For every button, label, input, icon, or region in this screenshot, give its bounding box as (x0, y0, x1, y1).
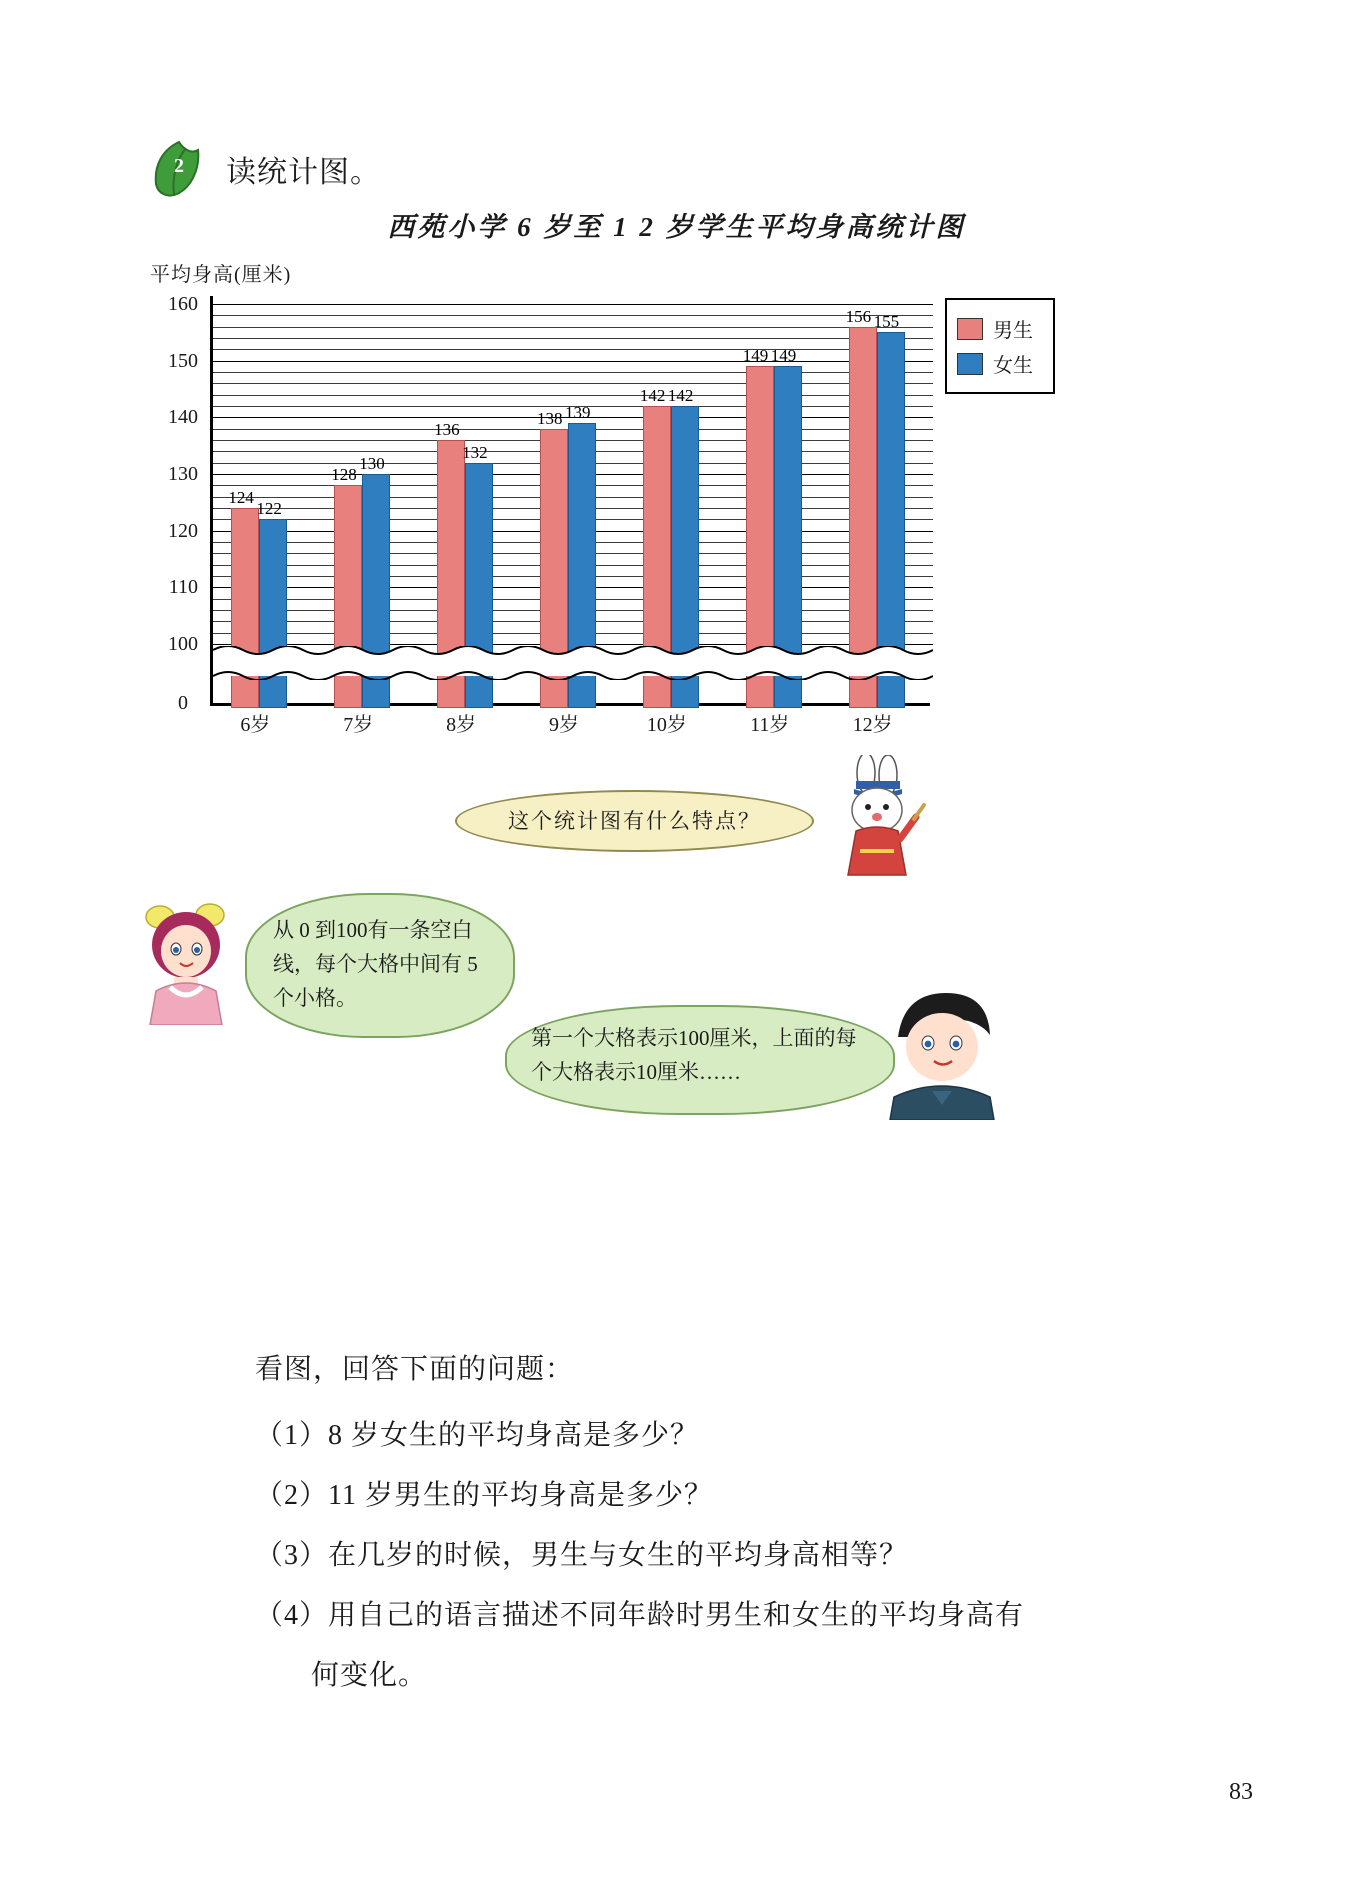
gridline-minor (213, 372, 933, 373)
boy-character (880, 985, 1005, 1120)
bar-female-6岁 (259, 519, 287, 708)
gridline-minor (213, 327, 933, 328)
rabbit-character (820, 755, 930, 880)
question-4: （4）用自己的语言描述不同年龄时男生和女生的平均身高有 (255, 1600, 1025, 1631)
legend-label-female: 女生 (993, 355, 1033, 377)
x-tick-label: 11岁 (750, 714, 790, 736)
bar-male-6岁 (231, 508, 259, 708)
gridline-minor (213, 338, 933, 339)
bar-male-7岁 (334, 485, 362, 708)
bar-female-7岁 (362, 474, 390, 708)
speech-bubble-rabbit-text: 这个统计图有什么特点？ (508, 809, 761, 833)
chart-plot-area (210, 296, 930, 706)
questions-block (255, 1340, 1155, 1706)
x-tick-label: 7岁 (343, 714, 374, 736)
y-tick-label: 150 (168, 349, 198, 372)
x-tick-label: 6岁 (240, 714, 271, 736)
exercise-number: 2 (174, 154, 184, 177)
girl-character (130, 895, 245, 1025)
page-number: 83 (1229, 1779, 1253, 1805)
x-tick-label: 10岁 (646, 714, 687, 736)
y-tick-label: 120 (168, 519, 198, 542)
question-4-continued: 何变化。 (311, 1660, 428, 1691)
bar-value-label: 142 (667, 386, 694, 405)
y-tick-zero: 0 (178, 692, 188, 714)
bar-value-label: 128 (331, 465, 357, 485)
bar-value-label: 139 (565, 403, 591, 422)
bar-value-label: 155 (873, 312, 900, 332)
bar-chart (150, 288, 1033, 736)
bar-value-label: 132 (462, 442, 488, 462)
speech-bubble-rabbit (455, 790, 814, 852)
bar-value-label: 142 (639, 386, 666, 405)
legend-item-female (957, 349, 1043, 378)
bar-value-label: 149 (770, 346, 797, 366)
gridline-minor (213, 349, 933, 350)
bar-male-11岁 (746, 366, 774, 708)
question-1: （1）8 岁女生的平均身高是多少？ (255, 1420, 700, 1451)
y-tick-label: 100 (168, 633, 198, 655)
x-tick-label: 8岁 (446, 714, 477, 736)
speech-bubble-boy (505, 1005, 895, 1115)
x-tick-label: 9岁 (549, 714, 579, 736)
speech-bubble-girl (245, 893, 515, 1038)
bar-male-9岁 (540, 429, 568, 708)
bar-value-label: 130 (359, 454, 385, 473)
bar-value-label: 124 (228, 488, 254, 507)
question-2: （2）11 岁男生的平均身高是多少？ (255, 1480, 713, 1511)
chart-legend (945, 298, 1055, 394)
legend-swatch-male (957, 318, 983, 340)
exercise-title: 读统计图。 (226, 156, 381, 189)
question-3: （3）在几岁的时候，男生与女生的平均身高相等？ (255, 1540, 909, 1571)
legend-label-male: 男生 (993, 320, 1033, 342)
bar-value-label: 138 (537, 408, 563, 428)
legend-swatch-female (957, 353, 983, 375)
bar-female-12岁 (877, 332, 905, 708)
gridline-major (213, 304, 933, 305)
bar-value-label: 122 (256, 499, 282, 519)
bar-value-label: 149 (742, 346, 769, 366)
y-tick-label: 110 (168, 576, 198, 599)
gridline-minor (213, 383, 933, 384)
speech-bubble-girl-text: 从 0 到100有一条空白线，每个大格中间有 5 个小格。 (273, 918, 478, 1010)
bar-male-8岁 (437, 440, 465, 708)
bar-female-9岁 (568, 423, 596, 708)
gridline-minor (213, 315, 933, 316)
gridline-major (213, 361, 933, 362)
chart-title: 西苑小学 6 岁至 1 2 岁学生平均身高统计图 (387, 212, 966, 242)
y-tick-label: 130 (168, 463, 198, 485)
y-axis-label: 平均身高(厘米) (150, 264, 292, 286)
leaf-badge-icon (150, 140, 208, 198)
bar-male-12岁 (849, 327, 877, 708)
bar-value-label: 156 (845, 306, 872, 326)
bar-female-10岁 (671, 406, 699, 708)
speech-bubble-boy-text: 第一个大格表示100厘米，上面的每个大格表示10厘米…… (531, 1026, 857, 1084)
y-tick-label: 160 (168, 293, 198, 315)
bar-male-10岁 (643, 406, 671, 708)
legend-item-male (957, 314, 1043, 343)
exercise-header (150, 140, 381, 198)
bar-value-label: 136 (434, 420, 460, 439)
gridline-minor (213, 395, 933, 396)
bar-female-11岁 (774, 366, 802, 708)
y-tick-label: 140 (168, 406, 198, 429)
bar-female-8岁 (465, 463, 493, 708)
questions-lead: 看图，回答下面的问题： (255, 1354, 575, 1385)
x-tick-label: 12岁 (852, 714, 893, 736)
